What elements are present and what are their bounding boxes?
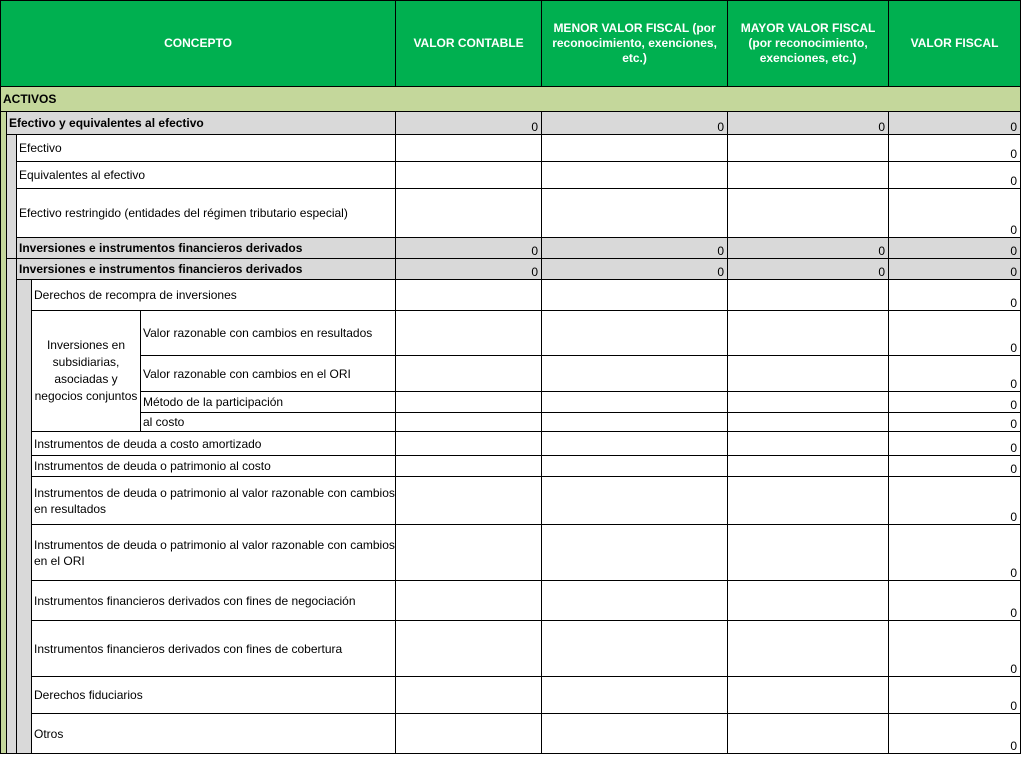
value-cell[interactable] xyxy=(728,135,889,162)
subgroup-row-inversiones xyxy=(1,259,1021,280)
indent-efectivo xyxy=(7,135,17,259)
table-row xyxy=(1,280,1021,311)
value-cell[interactable] xyxy=(396,581,542,621)
value-cell[interactable] xyxy=(728,581,889,621)
table-row xyxy=(1,432,1021,456)
header-valor-fiscal: VALOR FISCAL xyxy=(889,1,1021,87)
value-cell[interactable]: 0 xyxy=(728,259,889,280)
row-label: Instrumentos financieros derivados con fines de cobertura xyxy=(32,621,396,677)
value-cell[interactable] xyxy=(542,162,728,189)
value-cell[interactable] xyxy=(396,413,542,432)
value-cell[interactable] xyxy=(396,477,542,525)
value-cell[interactable]: 0 xyxy=(542,259,728,280)
header-menor-valor-fiscal: MENOR VALOR FISCAL (por reconocimiento, exenciones, etc.) xyxy=(542,1,728,87)
value-cell[interactable] xyxy=(728,432,889,456)
value-cell[interactable] xyxy=(396,714,542,754)
value-cell[interactable]: 0 xyxy=(889,456,1021,477)
row-label: Método de la participación xyxy=(141,392,396,413)
subgroup-label-inversiones: Inversiones e instrumentos financieros derivados xyxy=(17,259,396,280)
value-cell[interactable]: 0 xyxy=(396,238,542,259)
value-cell[interactable]: 0 xyxy=(889,189,1021,238)
value-cell[interactable] xyxy=(728,477,889,525)
header-mayor-valor-fiscal: MAYOR VALOR FISCAL (por reconocimiento, exenciones, etc.) xyxy=(728,1,889,87)
value-cell[interactable] xyxy=(542,280,728,311)
value-cell[interactable]: 0 xyxy=(889,162,1021,189)
row-label: Valor razonable con cambios en el ORI xyxy=(141,356,396,392)
value-cell[interactable] xyxy=(396,432,542,456)
table-row xyxy=(1,525,1021,581)
indent-inversiones xyxy=(7,259,17,754)
value-cell[interactable]: 0 xyxy=(396,259,542,280)
value-cell[interactable] xyxy=(396,280,542,311)
row-label: Efectivo xyxy=(17,135,396,162)
row-label: Instrumentos de deuda o patrimonio al valor razonable con cambios en el ORI xyxy=(32,525,396,581)
value-cell[interactable]: 0 xyxy=(889,677,1021,714)
header-concepto: CONCEPTO xyxy=(1,1,396,87)
group-row-inversiones xyxy=(1,238,1021,259)
table-row xyxy=(1,581,1021,621)
value-cell[interactable] xyxy=(728,392,889,413)
value-cell[interactable]: 0 xyxy=(889,311,1021,356)
value-cell[interactable]: 0 xyxy=(728,112,889,135)
value-cell[interactable]: 0 xyxy=(889,714,1021,754)
value-cell[interactable] xyxy=(542,677,728,714)
value-cell[interactable] xyxy=(542,581,728,621)
row-label: Derechos de recompra de inversiones xyxy=(32,280,396,311)
value-cell[interactable] xyxy=(728,311,889,356)
value-cell[interactable]: 0 xyxy=(396,112,542,135)
value-cell[interactable] xyxy=(542,621,728,677)
header-valor-contable: VALOR CONTABLE xyxy=(396,1,542,87)
value-cell[interactable] xyxy=(542,432,728,456)
value-cell[interactable] xyxy=(728,714,889,754)
table-row xyxy=(1,392,1021,413)
group-label-efectivo: Efectivo y equivalentes al efectivo xyxy=(7,112,396,135)
subsidiarias-label: Inversiones en subsidiarias, asociadas y negocios conjuntos xyxy=(32,311,141,432)
row-label: al costo xyxy=(141,413,396,432)
row-label: Instrumentos financieros derivados con fines de negociación xyxy=(32,581,396,621)
value-cell[interactable] xyxy=(396,392,542,413)
value-cell[interactable]: 0 xyxy=(728,238,889,259)
value-cell[interactable]: 0 xyxy=(542,238,728,259)
table-row xyxy=(1,356,1021,392)
value-cell[interactable] xyxy=(396,189,542,238)
value-cell[interactable]: 0 xyxy=(889,477,1021,525)
table-row xyxy=(1,477,1021,525)
value-cell[interactable] xyxy=(728,280,889,311)
value-cell[interactable] xyxy=(728,621,889,677)
value-cell[interactable]: 0 xyxy=(889,432,1021,456)
row-label: Valor razonable con cambios en resultados xyxy=(141,311,396,356)
row-label: Instrumentos de deuda o patrimonio al valor razonable con cambios en resultados xyxy=(32,477,396,525)
value-cell[interactable] xyxy=(728,456,889,477)
row-label: Instrumentos de deuda o patrimonio al costo xyxy=(32,456,396,477)
value-cell[interactable] xyxy=(542,135,728,162)
row-label: Derechos fiduciarios xyxy=(32,677,396,714)
value-cell[interactable]: 0 xyxy=(889,413,1021,432)
value-cell[interactable]: 0 xyxy=(889,525,1021,581)
table-row xyxy=(1,311,1021,356)
value-cell[interactable]: 0 xyxy=(889,259,1021,280)
table-row xyxy=(1,456,1021,477)
value-cell[interactable]: 0 xyxy=(889,356,1021,392)
value-cell[interactable] xyxy=(728,356,889,392)
value-cell[interactable]: 0 xyxy=(889,112,1021,135)
table-row xyxy=(1,162,1021,189)
value-cell[interactable]: 0 xyxy=(889,280,1021,311)
value-cell[interactable] xyxy=(728,525,889,581)
value-cell[interactable]: 0 xyxy=(889,238,1021,259)
value-cell[interactable]: 0 xyxy=(889,581,1021,621)
table-row xyxy=(1,714,1021,754)
table-row xyxy=(1,413,1021,432)
value-cell[interactable] xyxy=(542,714,728,754)
value-cell[interactable] xyxy=(396,525,542,581)
value-cell[interactable]: 0 xyxy=(889,135,1021,162)
value-cell[interactable]: 0 xyxy=(889,392,1021,413)
value-cell[interactable] xyxy=(542,413,728,432)
value-cell[interactable] xyxy=(396,311,542,356)
row-label: Instrumentos de deuda a costo amortizado xyxy=(32,432,396,456)
table-row xyxy=(1,677,1021,714)
value-cell[interactable] xyxy=(542,392,728,413)
value-cell[interactable] xyxy=(396,162,542,189)
section-label-activos: ACTIVOS xyxy=(1,87,1021,112)
value-cell[interactable] xyxy=(728,162,889,189)
row-label: Equivalentes al efectivo xyxy=(17,162,396,189)
section-row-activos xyxy=(1,87,1021,112)
value-cell[interactable] xyxy=(396,677,542,714)
value-cell[interactable] xyxy=(396,356,542,392)
row-label: Otros xyxy=(32,714,396,754)
value-cell[interactable] xyxy=(542,477,728,525)
value-cell[interactable] xyxy=(728,413,889,432)
indent-inversiones-sub xyxy=(17,280,32,754)
value-cell[interactable] xyxy=(396,135,542,162)
value-cell[interactable] xyxy=(396,456,542,477)
value-cell[interactable] xyxy=(542,525,728,581)
row-label: Efectivo restringido (entidades del régimen tributario especial) xyxy=(17,189,396,238)
value-cell[interactable] xyxy=(542,189,728,238)
value-cell[interactable] xyxy=(542,456,728,477)
value-cell[interactable]: 0 xyxy=(542,112,728,135)
table-row xyxy=(1,189,1021,238)
value-cell[interactable] xyxy=(728,189,889,238)
table-row xyxy=(1,135,1021,162)
group-label-inversiones: Inversiones e instrumentos financieros derivados xyxy=(17,238,396,259)
value-cell[interactable]: 0 xyxy=(889,621,1021,677)
value-cell[interactable] xyxy=(542,356,728,392)
value-cell[interactable] xyxy=(542,311,728,356)
value-cell[interactable] xyxy=(396,621,542,677)
table-row xyxy=(1,621,1021,677)
value-cell[interactable] xyxy=(728,677,889,714)
group-row-efectivo xyxy=(1,112,1021,135)
